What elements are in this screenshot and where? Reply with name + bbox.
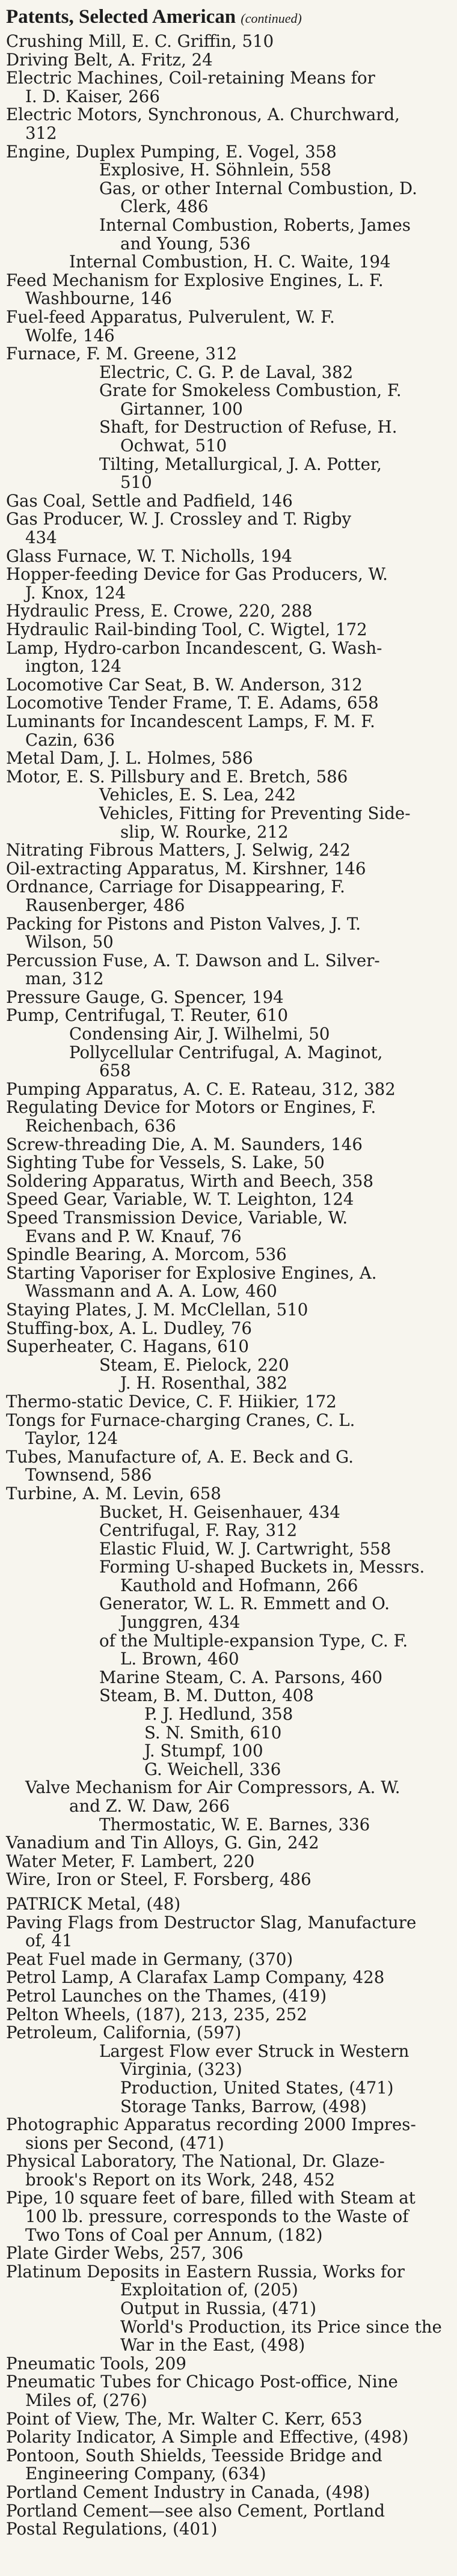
- index-line: Portland Cement—see also Cement, Portland: [6, 2500, 385, 2521]
- index-line: Tubes, Manufacture of, A. E. Beck and G.: [6, 1446, 354, 1467]
- index-line: Driving Belt, A. Fritz, 24: [6, 49, 213, 70]
- index-line: Junggren, 434: [120, 1612, 241, 1633]
- index-line: Point of View, The, Mr. Walter C. Kerr, 653: [6, 2408, 363, 2429]
- index-line: Pump, Centrifugal, T. Reuter, 610: [6, 1005, 289, 1026]
- index-line: Wolfe, 146: [25, 325, 115, 346]
- index-line: Explosive, H. Söhnlein, 558: [99, 160, 331, 180]
- index-line: Marine Steam, C. A. Parsons, 460: [99, 1667, 383, 1687]
- index-line: Engine, Duplex Pumping, E. Vogel, 358: [6, 141, 337, 162]
- index-line: Pipe, 10 square feet of bare, filled with Steam at: [6, 2188, 416, 2208]
- index-line: Petroleum, California, (597): [6, 2023, 242, 2043]
- index-line: Fuel-feed Apparatus, Pulverulent, W. F.: [6, 306, 335, 327]
- index-line: Motor, E. S. Pillsbury and E. Bretch, 586: [6, 766, 348, 787]
- index-line: Valve Mechanism for Air Compressors, A. W.: [25, 1777, 400, 1798]
- index-line: and Z. W. Daw, 266: [69, 1796, 230, 1816]
- index-line: Engineering Company, (634): [25, 2464, 266, 2484]
- index-line: Feed Mechanism for Explosive Engines, L. F.: [6, 270, 384, 290]
- index-line: Ochwat, 510: [120, 436, 227, 456]
- index-line: Pneumatic Tubes for Chicago Post-office, Nine: [6, 2372, 398, 2392]
- index-line: Pumping Apparatus, A. C. E. Rateau, 312, 382: [6, 1079, 396, 1099]
- index-line: Output in Russia, (471): [120, 2298, 317, 2319]
- index-line: Peat Fuel made in Germany, (370): [6, 1949, 293, 1969]
- index-line: Girtanner, 100: [120, 398, 243, 419]
- index-line: Locomotive Car Seat, B. W. Anderson, 312: [6, 674, 363, 695]
- index-line: Screw-threading Die, A. M. Saunders, 146: [6, 1134, 363, 1154]
- index-line: J. Knox, 124: [25, 582, 126, 603]
- index-line: Soldering Apparatus, Wirth and Beech, 358: [6, 1171, 374, 1191]
- index-line: PATRICK Metal, (48): [6, 1893, 181, 1914]
- index-line: Superheater, C. Hagans, 610: [6, 1336, 249, 1357]
- index-line: Shaft, for Destruction of Refuse, H.: [99, 417, 397, 437]
- index-line: Tongs for Furnace-charging Cranes, C. L.: [6, 1410, 355, 1430]
- index-line: J. H. Rosenthal, 382: [120, 1373, 288, 1393]
- index-line: Tilting, Metallurgical, J. A. Potter,: [99, 454, 382, 474]
- index-line: Clerk, 486: [120, 196, 209, 217]
- index-line: Petrol Launches on the Thames, (419): [6, 1985, 327, 2006]
- index-line: Postal Regulations, (401): [6, 2519, 218, 2539]
- index-line: Platinum Deposits in Eastern Russia, Works for: [6, 2261, 405, 2282]
- index-line: of the Multiple-expansion Type, C. F.: [99, 1630, 408, 1651]
- index-line: War in the East, (498): [120, 2335, 305, 2355]
- index-line: Storage Tanks, Barrow, (498): [120, 2096, 367, 2116]
- index-line: Gas, or other Internal Combustion, D.: [99, 178, 417, 198]
- index-line: Cazin, 636: [25, 729, 115, 750]
- index-line: Electric Machines, Coil-retaining Means for: [6, 68, 375, 88]
- index-line: Washbourne, 146: [25, 288, 172, 309]
- index-line: Wassmann and A. A. Low, 460: [25, 1281, 277, 1302]
- index-line: Steam, B. M. Dutton, 408: [99, 1685, 314, 1706]
- index-line: Largest Flow ever Struck in Western: [99, 2041, 409, 2061]
- index-line: Luminants for Incandescent Lamps, F. M. F.: [6, 711, 375, 731]
- index-line: Pontoon, South Shields, Teesside Bridge and: [6, 2445, 382, 2465]
- index-line: S. N. Smith, 610: [144, 1722, 282, 1743]
- index-line: Generator, W. L. R. Emmett and O.: [99, 1594, 390, 1614]
- index-line: Townsend, 586: [25, 1465, 152, 1485]
- index-line: Hopper-feeding Device for Gas Producers, W.: [6, 564, 388, 585]
- index-line: Hydraulic Rail-binding Tool, C. Wigtel, 172: [6, 620, 367, 639]
- index-line: Ordnance, Carriage for Disappearing, F.: [6, 877, 345, 897]
- index-line: Pneumatic Tools, 209: [6, 2353, 186, 2374]
- index-line: Starting Vaporiser for Explosive Engines, A.: [6, 1262, 377, 1283]
- index-line: 312: [25, 123, 57, 143]
- index-line: and Young, 536: [120, 233, 251, 254]
- index-line: Pressure Gauge, G. Spencer, 194: [6, 987, 284, 1007]
- index-line: Rausenberger, 486: [25, 895, 185, 915]
- index-line: Staying Plates, J. M. McClellan, 510: [6, 1299, 308, 1320]
- index-line: Elastic Fluid, W. J. Cartwright, 558: [99, 1538, 391, 1559]
- index-line: Kauthold and Hofmann, 266: [120, 1575, 358, 1595]
- index-line: Thermostatic, W. E. Barnes, 336: [99, 1814, 370, 1835]
- index-line: Wilson, 50: [25, 932, 114, 952]
- index-line: Paving Flags from Destructor Slag, Manufacture: [6, 1912, 417, 1932]
- index-line: Spindle Bearing, A. Morcom, 536: [6, 1244, 287, 1265]
- index-line: Two Tons of Coal per Annum, (182): [25, 2224, 323, 2245]
- index-line: Miles of, (276): [25, 2390, 147, 2410]
- index-line: Gas Producer, W. J. Crossley and T. Rigby: [6, 509, 352, 529]
- index-line: Stuffing-box, A. L. Dudley, 76: [6, 1318, 252, 1338]
- index-entries: [6, 32, 451, 2539]
- index-line: 658: [99, 1061, 131, 1081]
- index-line: Vehicles, E. S. Lea, 242: [99, 785, 296, 805]
- index-line: Packing for Pistons and Piston Valves, J. T.: [6, 913, 361, 934]
- index-line: Speed Gear, Variable, W. T. Leighton, 124: [6, 1189, 354, 1210]
- index-line: Condensing Air, J. Wilhelmi, 50: [69, 1024, 330, 1044]
- index-line: of, 41: [25, 1931, 73, 1951]
- index-line: Photographic Apparatus recording 2000 Impres-: [6, 2115, 416, 2135]
- index-line: Percussion Fuse, A. T. Dawson and L. Silver-: [6, 950, 380, 970]
- index-line: brook's Report on its Work, 248, 452: [25, 2169, 336, 2190]
- index-line: Gas Coal, Settle and Padfield, 146: [6, 490, 293, 511]
- index-line: Wire, Iron or Steel, F. Forsberg, 486: [6, 1869, 311, 1890]
- index-line: Vehicles, Fitting for Preventing Side-: [99, 803, 411, 823]
- index-line: Virginia, (323): [120, 2059, 242, 2080]
- page-header: [6, 5, 451, 31]
- index-line: Centrifugal, F. Ray, 312: [99, 1520, 298, 1541]
- index-line: P. J. Hedlund, 358: [144, 1704, 293, 1725]
- index-line: Reichenbach, 636: [25, 1116, 176, 1136]
- index-line: Crushing Mill, E. C. Griffin, 510: [6, 31, 274, 51]
- index-line: Internal Combustion, Roberts, James: [99, 215, 411, 235]
- index-line: Exploitation of, (205): [120, 2280, 298, 2300]
- index-line: Hydraulic Press, E. Crowe, 220, 288: [6, 601, 313, 621]
- index-line: Electric Motors, Synchronous, A. Churchward,: [6, 105, 400, 125]
- index-line: 510: [120, 472, 152, 493]
- index-line: slip, W. Rourke, 212: [120, 821, 289, 842]
- index-line: man, 312: [25, 969, 104, 989]
- index-line: Evans and P. W. Knauf, 76: [25, 1226, 242, 1246]
- index-line: L. Brown, 460: [120, 1649, 239, 1669]
- index-line: Taylor, 124: [25, 1428, 118, 1449]
- index-line: Locomotive Tender Frame, T. E. Adams, 658: [6, 693, 379, 713]
- section-title: Patents, Selected American: [6, 6, 236, 28]
- index-line: Production, United States, (471): [120, 2077, 394, 2098]
- index-line: Turbine, A. M. Levin, 658: [6, 1483, 221, 1503]
- index-line: Bucket, H. Geisenhauer, 434: [99, 1502, 340, 1522]
- index-line: Pollycellular Centrifugal, A. Maginot,: [69, 1042, 383, 1062]
- index-line: Thermo-static Device, C. F. Hiikier, 172: [6, 1391, 337, 1411]
- index-line: Polarity Indicator, A Simple and Effective, (498): [6, 2427, 409, 2447]
- index-line: sions per Second, (471): [25, 2133, 224, 2153]
- index-line: Sighting Tube for Vessels, S. Lake, 50: [6, 1153, 325, 1173]
- index-line: ington, 124: [25, 656, 121, 677]
- index-line: 434: [25, 528, 57, 548]
- index-line: 100 lb. pressure, corresponds to the Waste of: [25, 2206, 409, 2227]
- index-line: Plate Girder Webs, 257, 306: [6, 2243, 244, 2264]
- index-line: Vanadium and Tin Alloys, G. Gin, 242: [6, 1833, 319, 1853]
- index-line: Water Meter, F. Lambert, 220: [6, 1851, 255, 1871]
- index-line: Forming U-shaped Buckets in, Messrs.: [99, 1557, 425, 1577]
- index-line: Oil-extracting Apparatus, M. Kirshner, 146: [6, 858, 366, 878]
- index-line: Metal Dam, J. L. Holmes, 586: [6, 748, 253, 769]
- index-line: Furnace, F. M. Greene, 312: [6, 344, 238, 364]
- index-line: Petrol Lamp, A Clarafax Lamp Company, 428: [6, 1967, 385, 1988]
- index-line: Speed Transmission Device, Variable, W.: [6, 1208, 348, 1228]
- index-line: Portland Cement Industry in Canada, (498): [6, 2482, 370, 2502]
- index-line: Internal Combustion, H. C. Waite, 194: [69, 252, 391, 272]
- index-line: Lamp, Hydro-carbon Incandescent, G. Wash-: [6, 638, 382, 658]
- index-line: Grate for Smokeless Combustion, F.: [99, 380, 402, 401]
- index-line: Glass Furnace, W. T. Nicholls, 194: [6, 546, 292, 566]
- index-line: Steam, E. Pielock, 220: [99, 1354, 289, 1375]
- index-line: World's Production, its Price since the: [120, 2316, 442, 2337]
- index-line: J. Stumpf, 100: [144, 1741, 263, 1761]
- continued-label: (continued): [241, 11, 302, 26]
- index-line: G. Weichell, 336: [144, 1759, 281, 1779]
- index-line: Electric, C. G. P. de Laval, 382: [99, 362, 354, 382]
- index-line: Physical Laboratory, The National, Dr. Glaze-: [6, 2151, 385, 2172]
- index-line: I. D. Kaiser, 266: [25, 86, 160, 106]
- index-line: Nitrating Fibrous Matters, J. Selwig, 242: [6, 840, 351, 860]
- index-line: Regulating Device for Motors or Engines, F.: [6, 1097, 376, 1118]
- index-line: Pelton Wheels, (187), 213, 235, 252: [6, 2004, 307, 2024]
